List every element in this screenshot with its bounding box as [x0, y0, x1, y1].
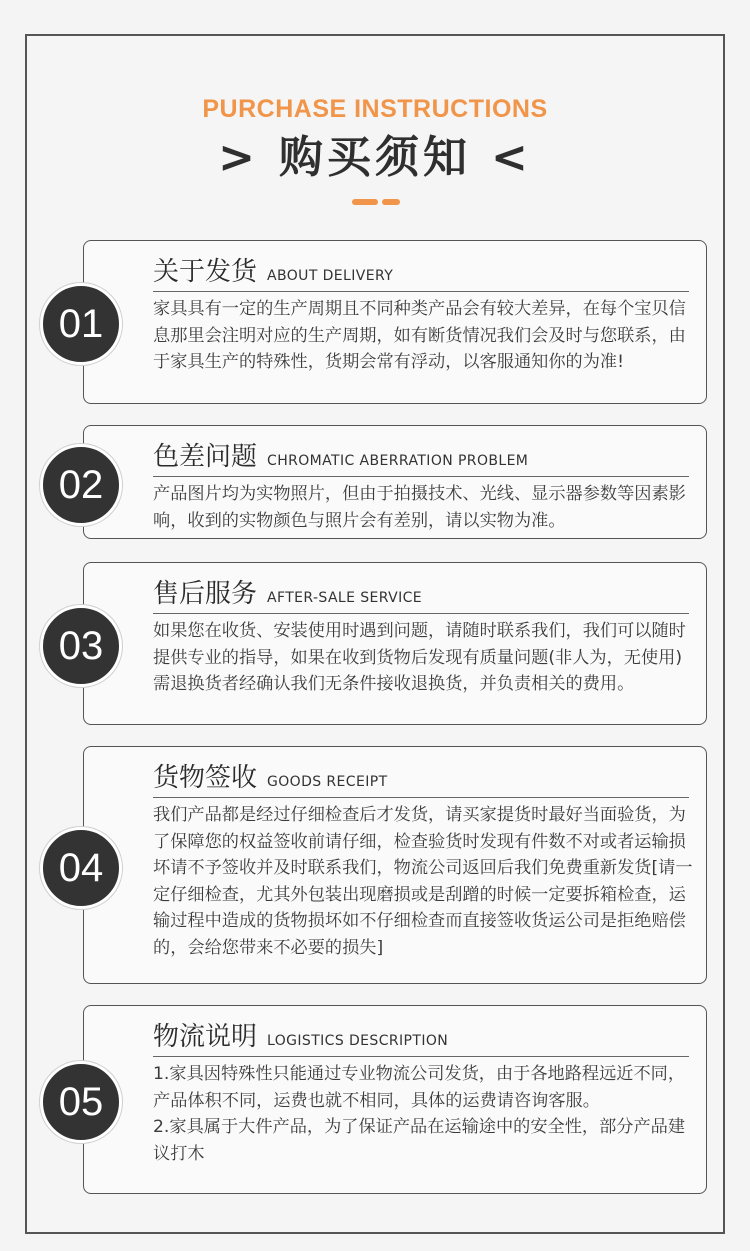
- section-card-chromatic: [58, 425, 707, 539]
- page-header: [0, 95, 750, 186]
- section-number-badge: 03: [40, 605, 122, 687]
- section-number-badge: 01: [40, 283, 122, 365]
- section-body: [153, 1061, 698, 1167]
- section-title-row: [153, 577, 689, 614]
- section-number-badge: 04: [40, 827, 122, 909]
- section-paragraph: 家具具有一定的生产周期且不同种类产品会有较大差异，在每个宝贝信息那里会注明对应的生产周期，如有断货情况我们会及时与您联系，由于家具生产的特殊性，货期会常有浮动，以客服通知你的为准!: [153, 299, 686, 372]
- header-divider-dash: [352, 199, 378, 205]
- section-card-after-sale: [58, 562, 707, 725]
- section-paragraph: 我们产品都是经过仔细检查后才发货，请买家提货时最好当面验货，为了保障您的权益签收前请仔细，检查验货时发现有件数不对或者运输损坏请不予签收并及时联系我们，物流公司返回后我们免费重新发货[请一定仔细检查，尤其外包装出现磨损或是刮蹭的时候一定要拆箱检查，运输过程中造成的货物损坏如不仔细检查而直接签收货运公司是拒绝赔偿的，会给您带来不必要的损失]: [153, 805, 693, 958]
- section-number-badge: 02: [40, 444, 122, 526]
- section-paragraph: 如果您在收货、安装使用时遇到问题，请随时联系我们，我们可以随时提供专业的指导，如果在收到货物后发现有质量问题(非人为，无使用)需退换货者经确认我们无条件接收退换货，并负责相关的费用。: [153, 621, 686, 694]
- section-title-cn: 关于发货: [153, 257, 258, 287]
- section-title-cn: 货物签收: [153, 763, 258, 793]
- header-title-en: PURCHASE INSTRUCTIONS: [202, 95, 548, 123]
- section-title-cn: 售后服务: [153, 579, 258, 609]
- section-title-cn: 色差问题: [153, 442, 258, 472]
- section-paragraph: 产品图片均为实物照片，但由于拍摄技术、光线、显示器参数等因素影响，收到的实物颜色与照片会有差别，请以实物为准。: [153, 484, 686, 531]
- section-card-logistics: [58, 1005, 707, 1194]
- header-divider: [352, 199, 400, 205]
- section-body: [153, 618, 698, 698]
- header-divider-dash: [382, 199, 400, 205]
- section-card-delivery: [58, 240, 707, 404]
- section-title-en: GOODS RECEIPT: [267, 774, 388, 790]
- section-body: [153, 802, 698, 961]
- section-paragraph: 2.家具属于大件产品，为了保证产品在运输途中的安全性，部分产品建议打木: [153, 1117, 686, 1164]
- section-title-cn: 物流说明: [153, 1022, 258, 1052]
- section-title-en: AFTER-SALE SERVICE: [267, 590, 423, 606]
- section-title-en: ABOUT DELIVERY: [267, 268, 394, 284]
- section-title-en: CHROMATIC ABERRATION PROBLEM: [267, 453, 529, 469]
- section-body: [153, 296, 698, 376]
- section-paragraph: 1.家具因特殊性只能通过专业物流公司发货，由于各地路程远近不同，产品体积不同，运费也就不相同，具体的运费请咨询客服。: [153, 1064, 686, 1111]
- section-number-badge: 05: [40, 1061, 122, 1143]
- section-title-en: LOGISTICS DESCRIPTION: [267, 1033, 449, 1049]
- section-title-row: [153, 1020, 689, 1057]
- header-left-arrow: >: [218, 132, 259, 183]
- header-title-cn: 购买须知: [279, 132, 471, 183]
- section-card-goods-receipt: [58, 746, 707, 984]
- header-title-cn-row: [0, 130, 750, 186]
- header-right-arrow: <: [491, 132, 532, 183]
- section-title-row: [153, 255, 689, 292]
- section-body: [153, 481, 698, 534]
- section-title-row: [153, 440, 689, 477]
- section-title-row: [153, 761, 689, 798]
